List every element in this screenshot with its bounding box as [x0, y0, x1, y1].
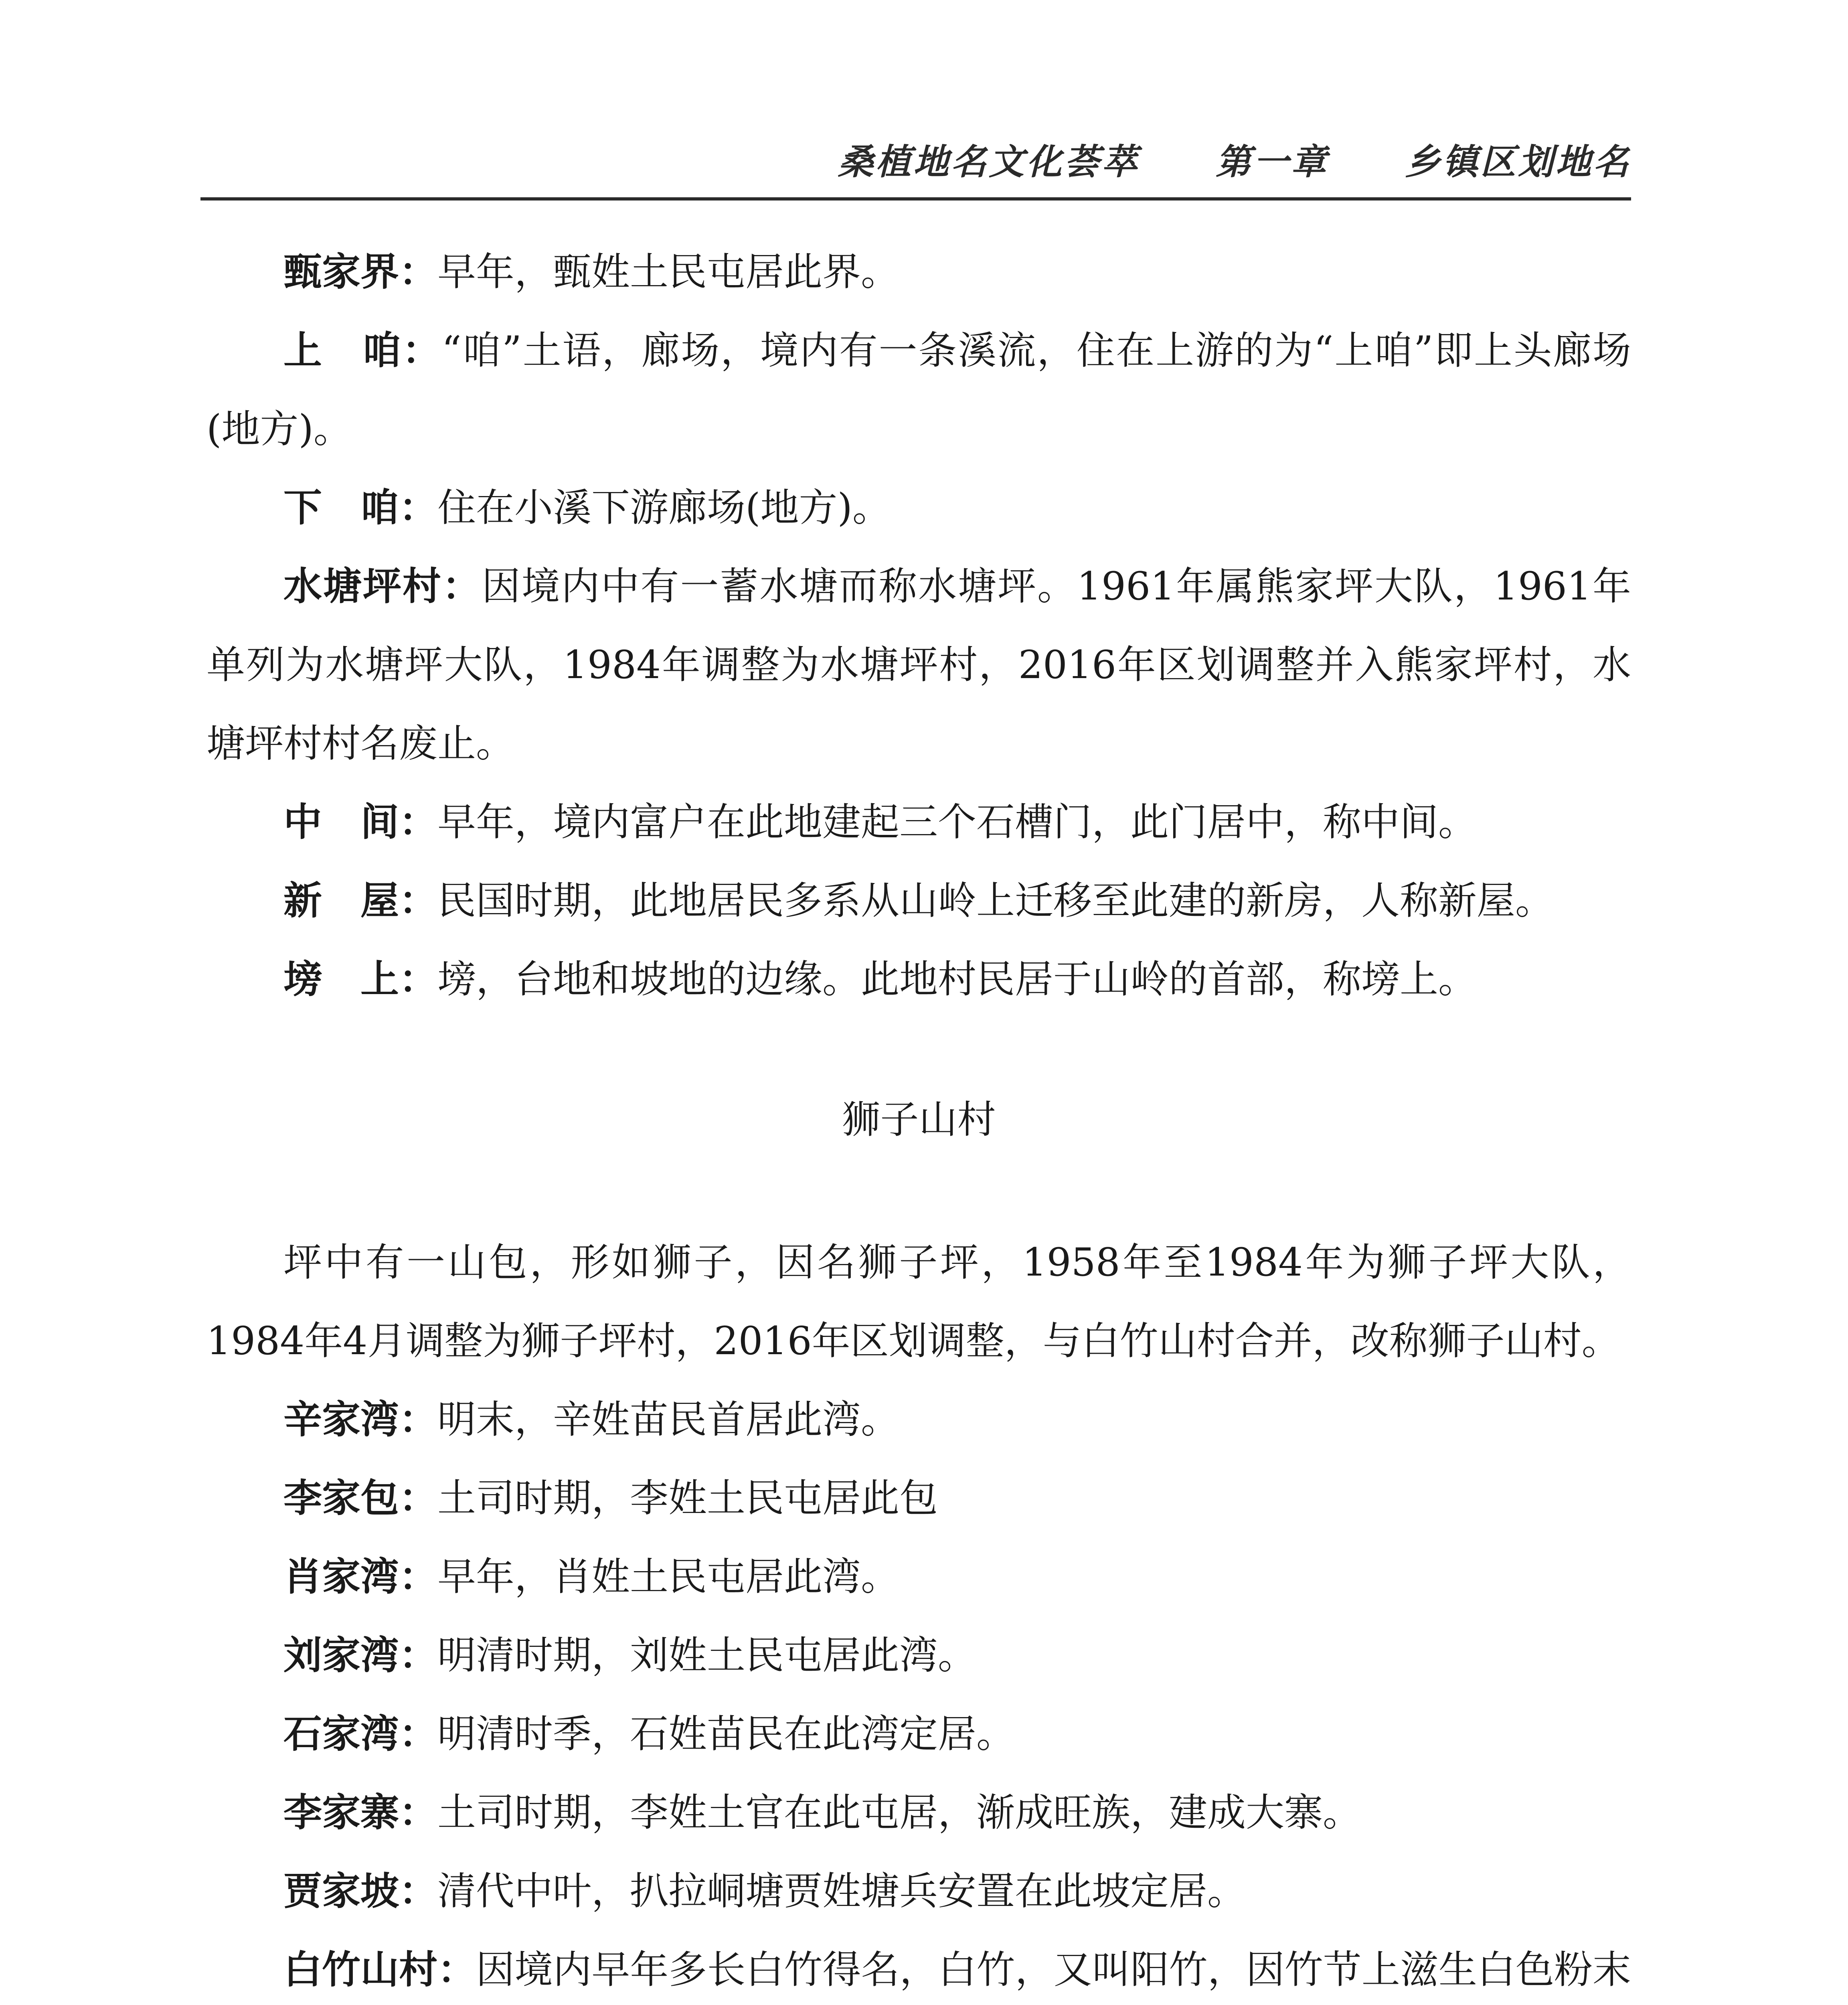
entry-baizhushan-village [206, 1930, 1631, 2005]
entry-lijiazhai [206, 1773, 1631, 1852]
entry-term: 白竹山村： [283, 1947, 476, 1992]
entry-text: 清代中叶，扒拉峒塘贾姓塘兵安置在此坡定居。 [437, 1869, 1246, 1914]
entry-text: 明末，辛姓苗民首居此湾。 [437, 1397, 899, 1442]
entry-text: 早年，肖姓土民屯居此湾。 [437, 1554, 899, 1599]
entry-xiaojiawan [206, 1537, 1631, 1616]
entry-text: 塝，台地和坡地的边缘。此地村民居于山岭的首部，称塝上。 [437, 957, 1477, 1002]
entry-term: 李家寨： [283, 1790, 437, 1835]
entry-text: 早年，境内富户在此地建起三个石槽门，此门居中，称中间。 [437, 800, 1477, 845]
entry-shijiawan [206, 1695, 1631, 1773]
entry-term: 上 咱： [283, 328, 442, 373]
entry-text: 明清时季，石姓苗民在此湾定居。 [437, 1711, 1015, 1756]
entry-xiaza [206, 468, 1631, 547]
entry-text: 因境内早年多长白竹得名，白竹，又叫阳竹，因竹节上滋生白色粉末 [476, 1947, 1631, 1992]
section-title: 狮子山村 [842, 1097, 996, 1142]
entry-term: 辛家湾： [283, 1397, 437, 1442]
section-intro: 坪中有一山包，形如狮子，因名狮子坪，1958年至1984年为狮子坪大队，1984年4月调整为狮子坪村，2016年区划调整，与白竹山村合并，改称狮子山村。 [206, 1240, 1631, 1363]
entry-term: 贾家坡： [283, 1869, 437, 1914]
entry-term: 中 间： [283, 800, 437, 845]
entry-xinjiawan [206, 1380, 1631, 1459]
entry-term: 塝 上： [283, 957, 437, 1002]
entry-term: 肖家湾： [283, 1554, 437, 1599]
entry-text: 土司时期，李姓土民屯居此包 [437, 1476, 938, 1521]
entry-term: 李家包： [283, 1476, 437, 1521]
entry-text: 民国时期，此地居民多系从山岭上迁移至此建的新房，人称新屋。 [437, 878, 1554, 923]
entry-zhenjiajie [206, 233, 1631, 311]
entry-bangshang [206, 940, 1631, 1019]
entry-text: 住在小溪下游廊场(地方)。 [437, 485, 891, 530]
section-label: 乡镇区划地名 [1405, 141, 1631, 182]
entry-lijiabao [206, 1459, 1631, 1537]
header-rule [200, 197, 1631, 200]
entry-jiajiapo [206, 1852, 1631, 1930]
entry-liujiawan [206, 1616, 1631, 1695]
entry-shuitangping-village [206, 547, 1631, 783]
entry-term: 刘家湾： [283, 1633, 437, 1678]
entry-text: “咱”土语，廊场，境内有一条溪流，住在上游的为“上咱”即上头廊场(地方)。 [206, 328, 1631, 452]
running-header [200, 136, 1631, 184]
chapter-label: 第一章 [1215, 141, 1329, 182]
entry-shangza [206, 311, 1631, 468]
entry-text: 因境内中有一蓄水塘而称水塘坪。1961年属熊家坪大队，1961年单列为水塘坪大队，1984年调整为水塘坪村，2016年区划调整并入熊家坪村，水塘坪村村名废止。 [206, 564, 1631, 766]
entry-term: 下 咱： [283, 485, 437, 530]
entry-text: 明清时期，刘姓土民屯居此湾。 [437, 1633, 976, 1678]
entry-text: 早年，甄姓土民屯居此界。 [437, 249, 899, 294]
entry-term: 新 屋： [283, 878, 437, 923]
page-body [206, 233, 1631, 2005]
entry-term: 石家湾： [283, 1711, 437, 1756]
entry-zhongjian [206, 783, 1631, 861]
entry-term: 水塘坪村： [283, 564, 482, 609]
entry-text: 土司时期，李姓土官在此屯居，渐成旺族，建成大寨。 [437, 1790, 1361, 1835]
entry-term: 甄家界： [283, 249, 437, 294]
book-title: 桑植地名文化荟萃 [838, 141, 1140, 182]
entry-xinwu [206, 861, 1631, 940]
